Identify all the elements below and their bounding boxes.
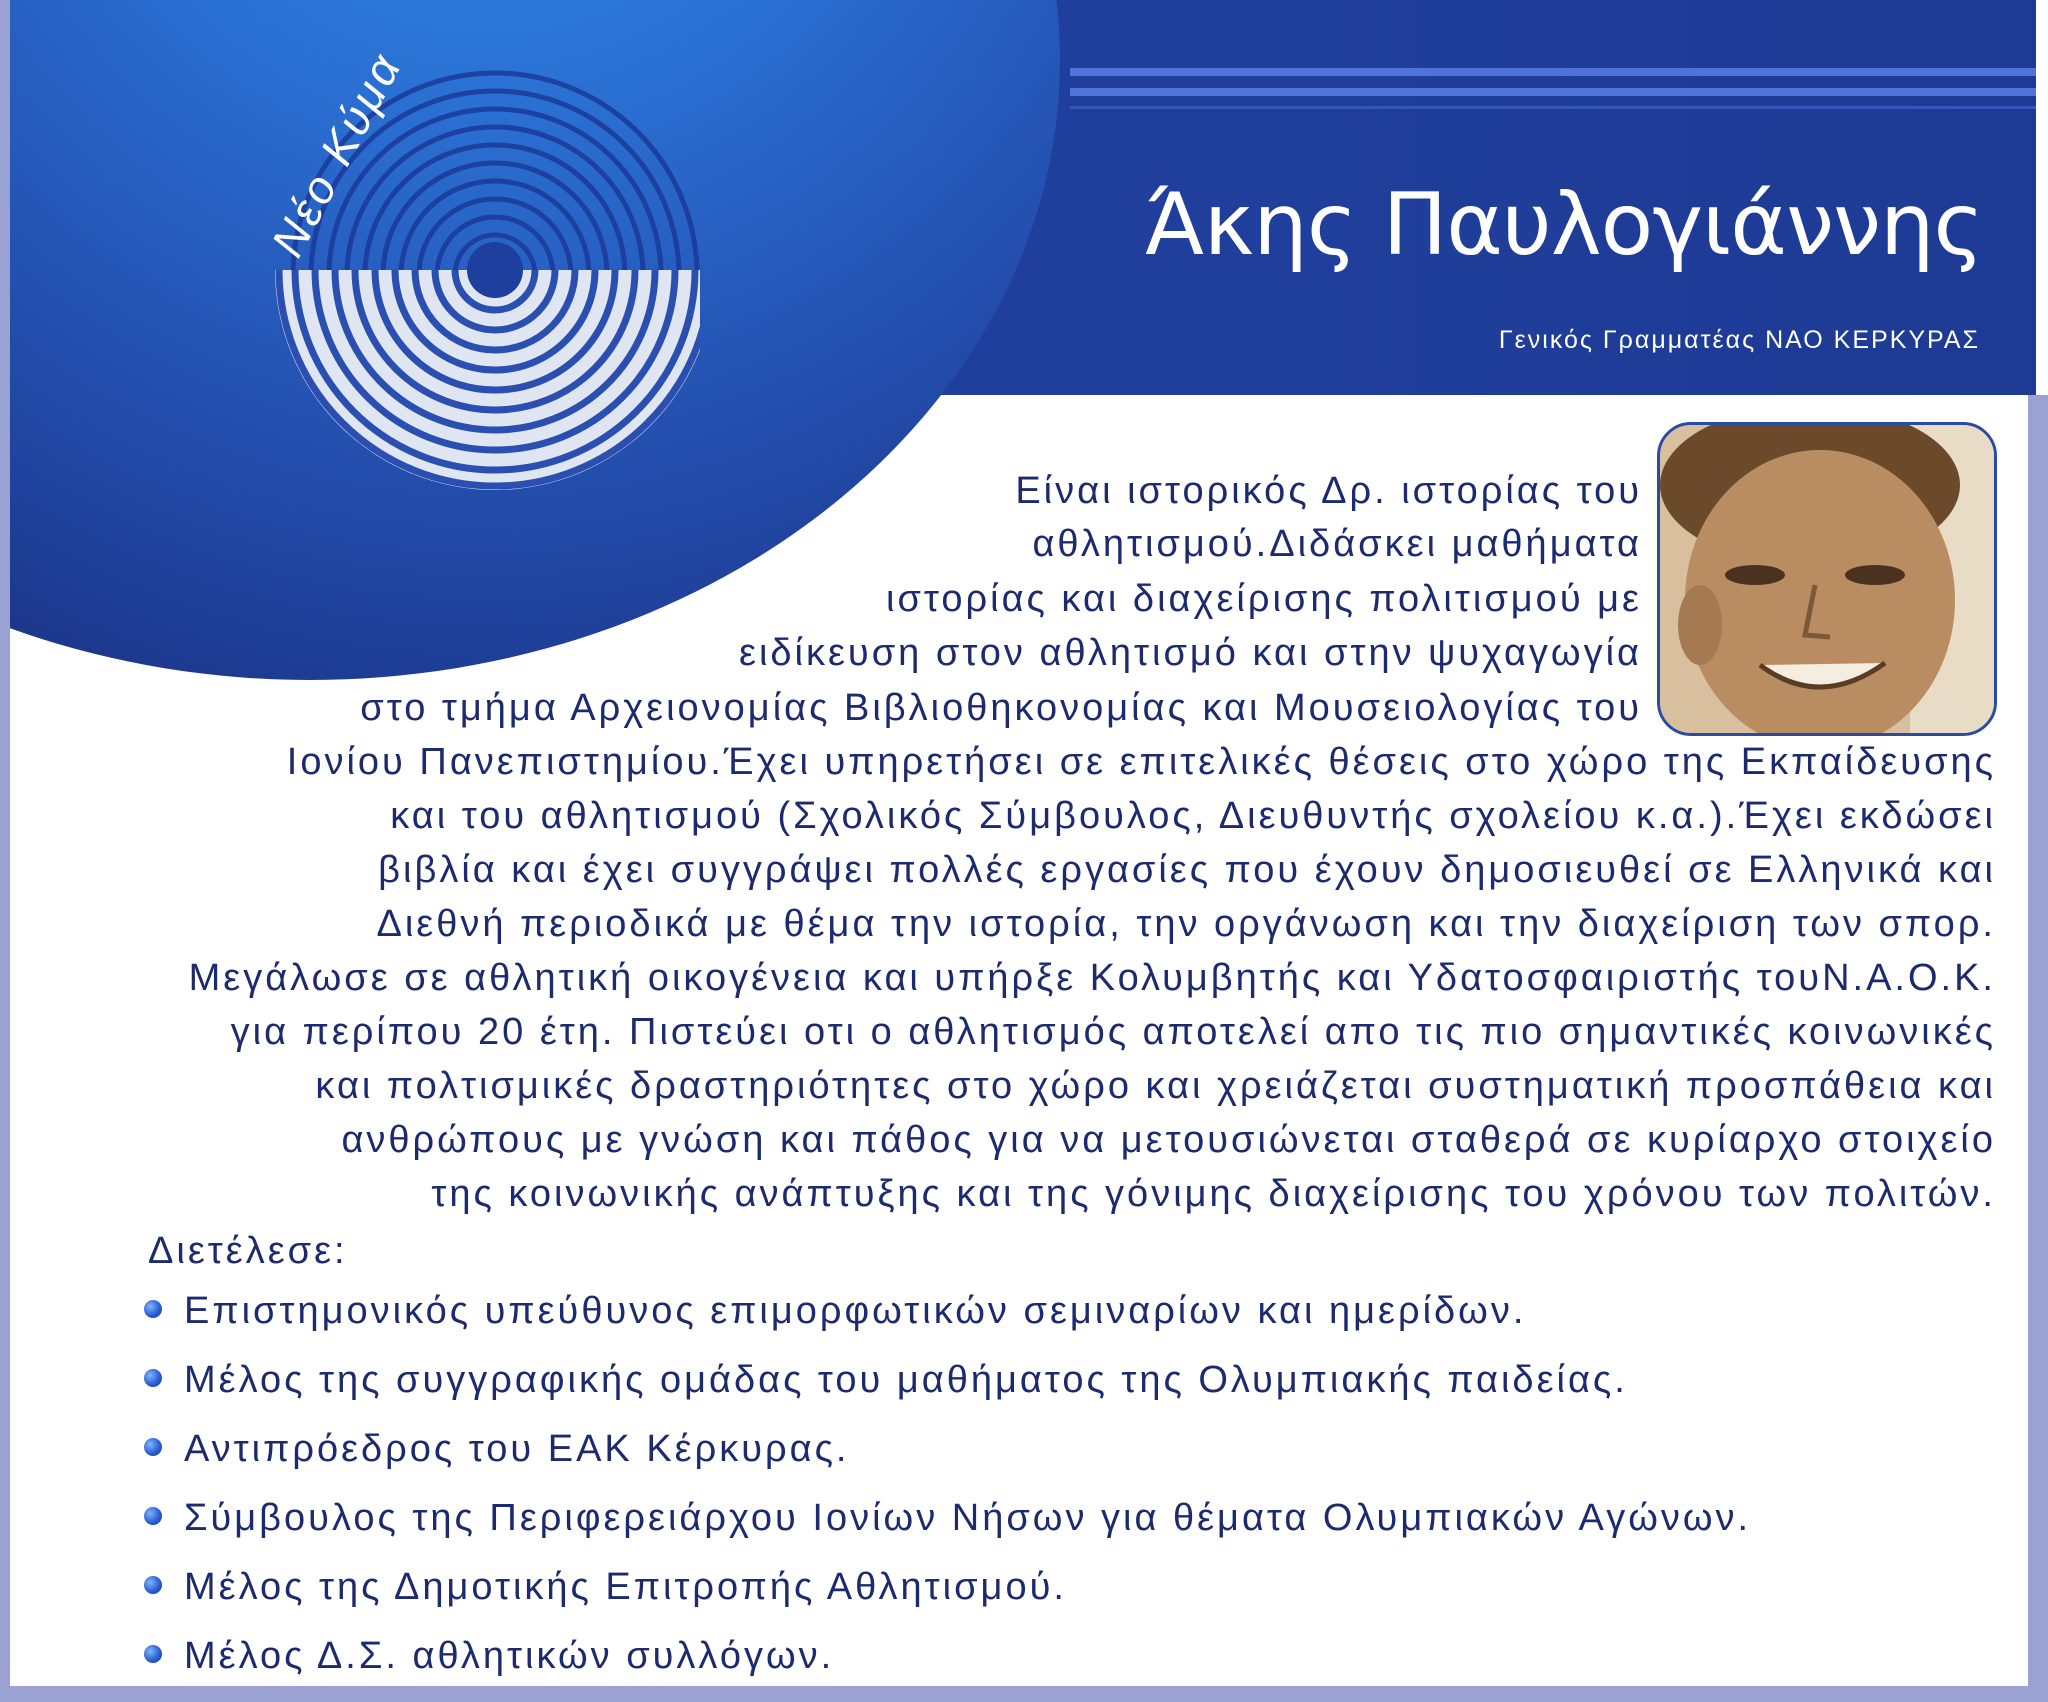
bio-line: της κοινωνικής ανάπτυξης και της γόνιμης διαχείρισης του χρόνου των πολιτών. (431, 1173, 1996, 1215)
list-item (144, 1428, 849, 1471)
logo-text: Νέο Κύμα (260, 43, 412, 265)
frame-border-right (2028, 395, 2048, 1702)
list-title: Διετέλεσε: (148, 1230, 348, 1272)
bio-line: στο τμήμα Αρχειονομίας Βιβλιοθηκονομίας και Μουσειολογίας του (360, 687, 1642, 729)
header-stripe (1070, 68, 2046, 76)
bio-line: αθλητισμού.Διδάσκει μαθήματα (1032, 523, 1642, 565)
bio-line: ειδίκευση στον αθλητισμό και στην ψυχαγωγία (739, 632, 1642, 674)
bio-line: και του αθλητισμού (Σχολικός Σύμβουλος, Διευθυντής σχολείου κ.α.).Έχει εκδώσει (390, 795, 1996, 837)
list-item (144, 1635, 834, 1678)
list-item (144, 1497, 1751, 1540)
frame-border-left (0, 0, 10, 1702)
bullet-dot-icon (144, 1507, 162, 1525)
person-name: Άκης Παυλογιάννης (1145, 175, 1983, 275)
list-item-text: Αντιπρόεδρος του ΕΑΚ Κέρκυρας. (184, 1428, 850, 1470)
bullet-dot-icon (144, 1369, 162, 1387)
bio-line: για περίπου 20 έτη. Πιστεύει οτι ο αθλητισμός αποτελεί απο τις πιο σημαντικές κοινωνικές (230, 1011, 1996, 1053)
bullet-dot-icon (144, 1438, 162, 1456)
list-item-text: Μέλος της Δημοτικής Επιτροπής Αθλητισμού. (184, 1566, 1067, 1608)
person-role: Γενικός Γραμματέας ΝΑΟ ΚΕΡΚΥΡΑΣ (1498, 326, 1980, 354)
portrait-illustration (1660, 425, 1997, 736)
fingerprint-wave-icon (140, 60, 700, 520)
list-item (144, 1290, 1526, 1333)
bio-line: Ιονίου Πανεπιστημίου.Έχει υπηρετήσει σε επιτελικές θέσεις στο χώρο της Εκπαίδευσης (286, 741, 1996, 783)
bio-line: ανθρώπους με γνώση και πάθος για να μετουσιώνεται σταθερά σε κυρίαρχο στοιχείο (341, 1119, 1996, 1161)
bio-line: ιστορίας και διαχείρισης πολιτισμού με (886, 578, 1642, 620)
list-item-text: Μέλος Δ.Σ. αθλητικών συλλόγων. (184, 1635, 835, 1677)
bio-line: Διεθνή περιοδικά με θέμα την ιστορία, την οργάνωση και την διαχείριση των σπορ. (376, 903, 1996, 945)
bio-line: Είναι ιστορικός Δρ. ιστορίας του (1015, 470, 1642, 512)
logo (140, 43, 700, 520)
header-stripe (1070, 106, 2046, 109)
bio-line: και πολτισμικές δραστηριότητες στο χώρο και χρειάζεται συστηματική προσπάθεια και (315, 1065, 1996, 1107)
bio-line: βιβλία και έχει συγγράψει πολλές εργασίες που έχουν δημοσιευθεί σε Ελληνικά και (378, 849, 1996, 891)
bullet-dot-icon (144, 1645, 162, 1663)
list-item-text: Επιστημονικός υπεύθυνος επιμορφωτικών σεμιναρίων και ημερίδων. (184, 1290, 1527, 1332)
bullet-dot-icon (144, 1300, 162, 1318)
list-item-text: Σύμβουλος της Περιφερειάρχου Ιονίων Νήσων για θέματα Ολυμπιακών Αγώνων. (184, 1497, 1752, 1539)
list-item (144, 1359, 1628, 1402)
frame-border-bottom (0, 1686, 2048, 1702)
list-item (144, 1566, 1067, 1609)
header-stripe (1070, 88, 2046, 96)
bio-line: Μεγάλωσε σε αθλητική οικογένεια και υπήρξε Κολυμβητής και Υδατοσφαιριστής τουΝ.Α.Ο.Κ. (188, 957, 1996, 999)
frame-edge (2036, 0, 2048, 395)
portrait-photo (1657, 422, 1997, 736)
list-item-text: Μέλος της συγγραφικής ομάδας του μαθήματος της Ολυμπιακής παιδείας. (184, 1359, 1628, 1401)
bullet-dot-icon (144, 1576, 162, 1594)
